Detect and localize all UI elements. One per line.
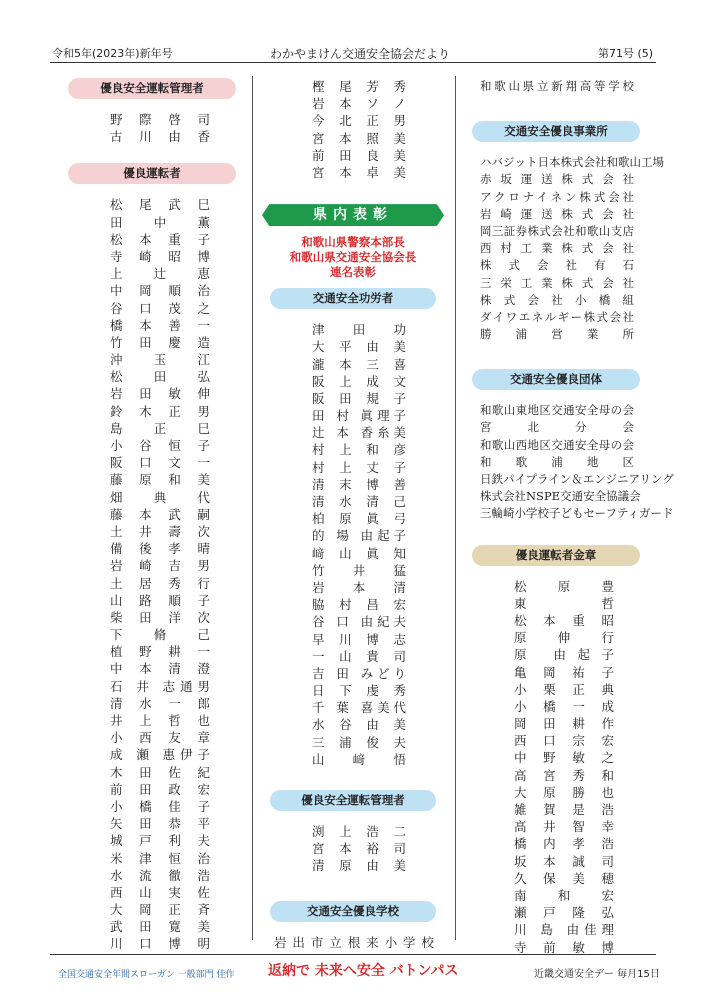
- list-item: 和歌浦地区: [480, 454, 634, 469]
- award-issuer-2: 和歌山県交通安全協会長: [289, 250, 417, 265]
- list-item: 川 口 博 明: [110, 936, 210, 952]
- list-item: 土 居 秀 行: [110, 575, 210, 591]
- list-item: 岡 田 耕 作: [514, 716, 614, 732]
- list-item: 的 場 由起子: [312, 528, 406, 544]
- list-excellent-businesses: [472, 154, 664, 343]
- award-issuer-3: 連名表彰: [330, 265, 376, 280]
- list-item: 原 伸 行: [514, 630, 614, 646]
- list-item: 宮 本 照 美: [312, 130, 406, 146]
- section-title-gold-badge-drivers: 優良運転者金章: [472, 545, 640, 566]
- list-item: 松 田 弘: [110, 369, 210, 385]
- list-item: 石 井 志通男: [110, 678, 210, 694]
- award-issuer-1: 和歌山県警察本部長: [301, 235, 405, 250]
- list-item: 清 水 清 己: [312, 494, 406, 509]
- list-top-org: [472, 78, 640, 95]
- list-item: 宮 本 裕 司: [312, 841, 406, 857]
- list-item: 辻 本 香糸美: [312, 425, 406, 441]
- list-item: 株式会社小橋組: [480, 292, 634, 307]
- list-item: 橋 本 善 一: [110, 317, 210, 333]
- list-item: 宮北分会: [480, 420, 634, 435]
- list-item: 土 井 壽 次: [110, 523, 210, 539]
- list-item: 村 上 和 彦: [312, 442, 406, 458]
- list-item: 中 野 敏 之: [514, 750, 614, 766]
- section-title-excellent-group: 交通安全優良団体: [472, 369, 640, 390]
- list-excellent-groups: [472, 402, 674, 522]
- list-item: 清 末 博 善: [312, 476, 406, 492]
- list-item: 田 村 眞理子: [312, 408, 406, 424]
- prefecture-award-banner: [262, 201, 444, 229]
- list-item: 村 上 丈 子: [312, 459, 406, 475]
- list-item: 山 﨑 悟: [312, 751, 406, 767]
- list-item: 岩 本 清: [312, 579, 406, 595]
- list-item: 岩 田 敏 伸: [110, 386, 210, 402]
- list-item: 岩 本 ソ ノ: [312, 96, 406, 112]
- list-item: ハバジット日本株式会社和歌山工場: [480, 155, 664, 170]
- list-item: 阪 田 規 子: [312, 390, 406, 406]
- column-divider-2: [455, 76, 456, 940]
- page-footer: [0, 948, 707, 988]
- list-item: 東 哲: [514, 595, 614, 611]
- list-item: 阪 上 成 文: [312, 373, 406, 389]
- footer-slogan-caption: 全国交通安全年間スローガン 一般部門 佳作: [58, 970, 235, 980]
- list-item: 寺 崎 昭 博: [110, 248, 210, 264]
- list-item: 柴 田 洋 次: [110, 609, 210, 625]
- list-item: 雑 賀 是 浩: [514, 802, 614, 817]
- list-item: 和歌山西地区交通安全母の会: [480, 437, 634, 452]
- list-item: 﨑 山 眞 知: [312, 545, 406, 561]
- footer-divider: [50, 954, 656, 955]
- list-item: 大 平 由 美: [312, 339, 406, 355]
- list-item: 大 原 勝 也: [514, 784, 614, 800]
- list-item: 柏 原 眞 弓: [312, 511, 406, 527]
- list-item: 前 田 政 宏: [110, 781, 210, 797]
- list-top-names: [262, 78, 444, 181]
- list-item: 備 後 孝 晴: [110, 541, 210, 557]
- list-item: 武 田 寛 美: [110, 919, 210, 935]
- list-item: 三 浦 俊 夫: [312, 734, 406, 750]
- section-title-excellent-business: 交通安全優良事業所: [472, 121, 640, 142]
- list-item: 西村工業株式会社: [480, 241, 634, 256]
- list-item: 中 本 清 澄: [110, 661, 210, 677]
- list-item: 今 北 正 男: [312, 113, 406, 129]
- list-item: 岩 崎 吉 男: [110, 558, 210, 574]
- list-item: 川 島 由佳理: [514, 922, 614, 938]
- list-item: 赤坂運送株式会社: [480, 172, 634, 187]
- list-item: 阪 口 文 一: [110, 455, 210, 471]
- list-item: 水 流 徹 浩: [110, 867, 210, 883]
- list-item: 渕 上 浩 二: [312, 824, 406, 839]
- footer-safety-day: 近畿交通安全デー 毎月15日: [534, 969, 660, 980]
- list-item: 岡三証券株式会社和歌山支店: [480, 223, 634, 238]
- list-item: 藤 本 武 嗣: [110, 506, 210, 522]
- list-item: 高 宮 秀 和: [514, 767, 614, 783]
- list-item: 小 橋 一 成: [514, 698, 614, 714]
- section-title-excellent-school: 交通安全優良学校: [270, 901, 436, 922]
- list-traffic-safety-merit: [262, 321, 444, 768]
- section-title-traffic-safety-merit: 交通安全功労者: [270, 288, 436, 309]
- list-item: 和歌山東地区交通安全母の会: [480, 403, 634, 418]
- list-item: 橋 内 孝 浩: [514, 836, 614, 852]
- list-item: 日 下 虔 秀: [312, 683, 406, 699]
- list-item: 竹 田 慶 造: [110, 334, 210, 350]
- list-item: 沖 玉 江: [110, 352, 210, 368]
- column-middle: [262, 78, 444, 951]
- list-item: 樫 尾 芳 秀: [312, 79, 406, 94]
- list-item: ダイワエネルギー株式会社: [480, 309, 634, 324]
- list-item: 谷 口 茂 之: [110, 300, 210, 316]
- list-item: 寺 前 敏 博: [514, 939, 614, 955]
- list-item: 宮 本 卓 美: [312, 164, 406, 180]
- list-item: 藤 原 和 美: [110, 472, 210, 488]
- list-item: 三輪崎小学校子どもセーフティガード: [480, 506, 674, 521]
- list-item: 脇 村 昌 宏: [312, 597, 406, 613]
- list-item: 千 葉 喜美代: [312, 700, 406, 716]
- list-item: 早 川 博 志: [312, 631, 406, 647]
- list-item: 岩崎運送株式会社: [480, 206, 634, 221]
- page-header: [0, 0, 707, 72]
- list-item: 一 山 貴 司: [312, 648, 406, 664]
- list-item: 瀬 戸 隆 弘: [514, 905, 614, 921]
- list-item: 木 田 佐 紀: [110, 764, 210, 780]
- list-item: 大 岡 正 斉: [110, 902, 210, 918]
- list-item: 高 井 智 幸: [514, 819, 614, 835]
- list-item: 和歌山県立新翔高等学校: [480, 79, 634, 93]
- column-right: [472, 78, 674, 956]
- list-item: 畑 典 代: [110, 489, 210, 505]
- list-item: 南 和 宏: [514, 887, 614, 903]
- list-item: 清 原 由 美: [312, 858, 406, 874]
- header-title: わかやまけん交通安全協会だより: [270, 47, 451, 61]
- column-divider-1: [252, 76, 253, 940]
- list-item: 鈴 木 正 男: [110, 403, 210, 419]
- list-item: 津 田 功: [312, 322, 406, 338]
- list-item: 井 上 哲 也: [110, 713, 210, 728]
- list-item: 下 脩 己: [110, 627, 210, 643]
- list-item: 小 西 友 章: [110, 730, 210, 746]
- column-left: [68, 78, 236, 953]
- list-item: 前 田 良 美: [312, 147, 406, 163]
- list-item: 松 尾 武 巳: [110, 197, 210, 213]
- header-divider: [50, 62, 656, 63]
- list-item: 西 山 実 佐: [110, 884, 210, 900]
- list-safe-driving-managers: [68, 111, 236, 145]
- section-title-safe-driving-manager-2: 優良安全運転管理者: [270, 790, 436, 811]
- header-date: 令和5年(2023年)新年号: [52, 47, 173, 60]
- list-item: 成 瀬 惠伊子: [110, 747, 210, 763]
- footer-slogan: 返納で 未来へ安全 バトンパス: [268, 963, 459, 979]
- list-item: 三栄工業株式会社: [480, 275, 634, 290]
- banner-text: 県内表彰: [313, 207, 393, 224]
- list-item: アクロナイネン株式会社: [480, 189, 634, 204]
- list-item: 古 川 由 香: [110, 129, 210, 145]
- list-item: 竹 井 猛: [312, 562, 406, 578]
- list-item: 城 戸 利 夫: [110, 833, 210, 849]
- list-item: 米 津 恒 治: [110, 850, 210, 866]
- section-title-safe-driving-manager: 優良安全運転管理者: [68, 78, 236, 99]
- list-item: 亀 岡 祐 子: [514, 664, 614, 680]
- list-item: 小 栗 正 典: [514, 681, 614, 697]
- header-issue: 第71号 (5): [598, 47, 654, 60]
- list-item: 野 際 啓 司: [110, 112, 210, 127]
- list-item: 植 野 耕 一: [110, 644, 210, 660]
- list-item: 勝浦営業所: [480, 327, 634, 342]
- list-item: 吉 田 みどり: [312, 665, 406, 681]
- list-item: 坂 本 誠 司: [514, 853, 614, 869]
- list-item: 久 保 美 穂: [514, 870, 614, 886]
- list-item: 中 岡 順 治: [110, 283, 210, 299]
- section-title-excellent-drivers: 優良運転者: [68, 163, 236, 184]
- list-item: 山 路 順 子: [110, 592, 210, 608]
- list-excellent-drivers: [68, 196, 236, 952]
- list-item: 小 谷 恒 子: [110, 438, 210, 453]
- list-gold-badge-drivers: [472, 578, 640, 956]
- list-item: 矢 田 恭 平: [110, 816, 210, 832]
- list-item: 水 谷 由 美: [312, 717, 406, 733]
- list-item: 松 本 重 昭: [514, 612, 614, 628]
- list-item: 岩出市立根来小学校: [274, 934, 434, 950]
- list-item: 瀧 本 三 喜: [312, 356, 406, 372]
- list-item: 株式会社NSPE交通安全協議会: [480, 489, 641, 504]
- list-item: 日鉄パイプライン＆エンジニアリング: [480, 472, 674, 486]
- list-item: 田 中 薫: [110, 214, 210, 230]
- list-item: 清 水 一 郎: [110, 695, 210, 711]
- list-item: 松 原 豊: [514, 578, 614, 594]
- list-item: 松 本 重 子: [110, 231, 210, 247]
- list-item: 小 橋 佳 子: [110, 798, 210, 814]
- list-safe-driving-managers-2: [262, 823, 444, 875]
- list-item: 西 口 宗 宏: [514, 733, 614, 749]
- list-item: 島 正 巳: [110, 420, 210, 436]
- list-item: 原 由起子: [514, 647, 614, 663]
- list-item: 上 辻 恵: [110, 266, 210, 282]
- list-item: 株式会社有石: [480, 258, 634, 273]
- list-item: 谷 口 由紀夫: [312, 614, 406, 630]
